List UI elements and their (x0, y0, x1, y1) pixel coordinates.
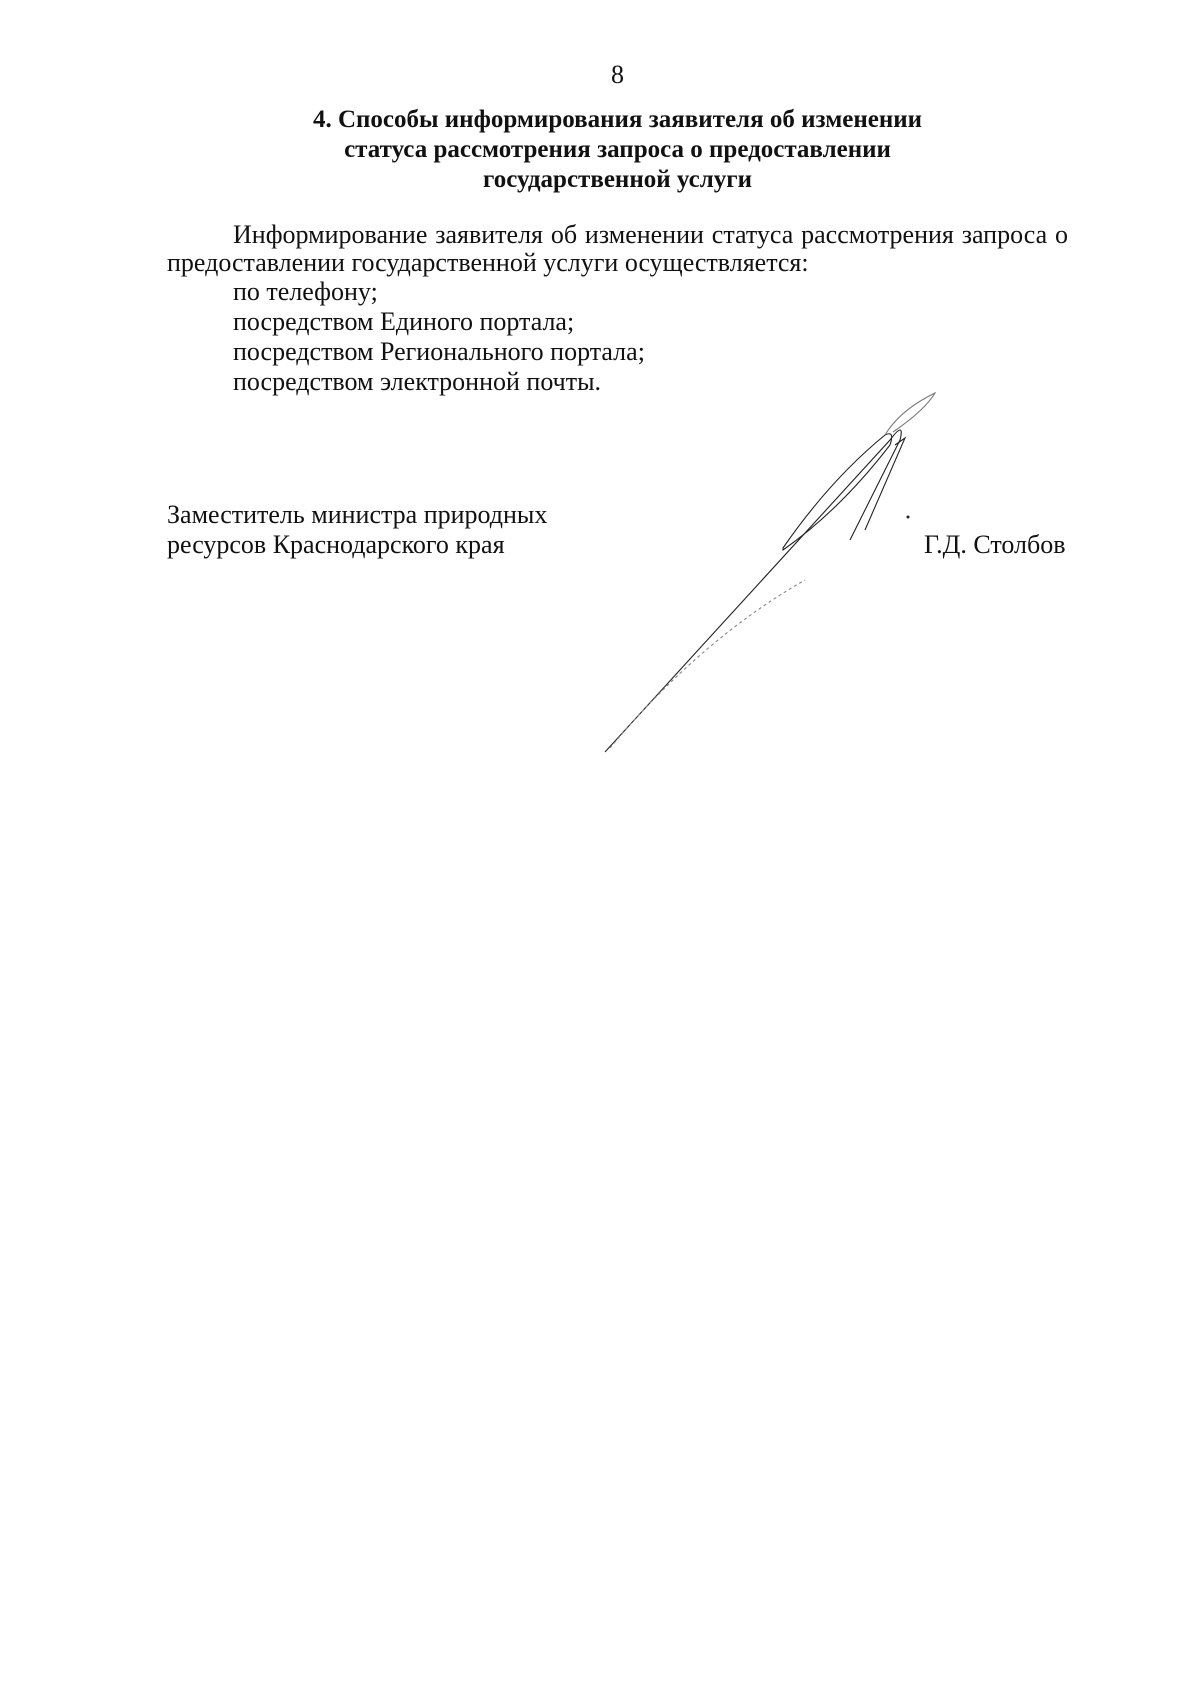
page-number: 8 (611, 60, 624, 89)
list-item: посредством Регионального портала; (233, 337, 645, 366)
paragraph-line-2: предоставлении государственной услуги осуществляется: (167, 248, 809, 277)
section-title-line-2: статуса рассмотрения запроса о предоставлении (344, 136, 891, 163)
section-title-line-3: государственной услуги (482, 166, 753, 193)
signatory-position-line-2: ресурсов Краснодарского края (167, 530, 505, 559)
section-title-line-1: 4. Способы информирования заявителя об изменении (312, 106, 923, 133)
signatory-name: Г.Д. Столбов (924, 530, 1066, 559)
signatory-position-line-1: Заместитель министра природных (167, 500, 548, 529)
list-item: посредством электронной почты. (233, 367, 602, 396)
list-item: по телефону; (233, 277, 378, 306)
list-item: посредством Единого портала; (233, 307, 575, 336)
paragraph-line-1: Информирование заявителя об изменении статуса рассмотрения запроса о (233, 220, 1068, 249)
